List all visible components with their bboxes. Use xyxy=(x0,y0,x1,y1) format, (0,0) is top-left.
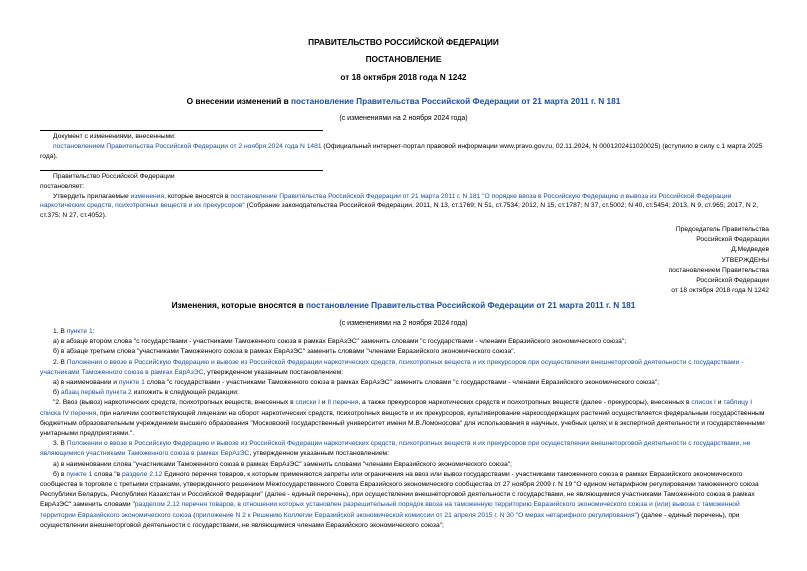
preamble-text xyxy=(40,192,770,221)
changes-title-prefix: Изменения, которые вносятся в xyxy=(171,300,307,310)
text: ( xyxy=(191,511,196,519)
government-name: ПРАВИТЕЛЬСТВО РОССИЙСКОЙ ФЕДЕРАЦИИ xyxy=(308,37,499,47)
revision-note: (с изменениями на 2 ноября 2024 года) xyxy=(339,115,468,122)
document-type: ПОСТАНОВЛЕНИЕ xyxy=(365,54,442,64)
amendments-intro: Документ с изменениями, внесенными: xyxy=(53,133,176,140)
amendment-details: (Официальный интернет-портал правовой информации www.pravo.gov.ru, 02.11.2024, N 0001202411020025) (вступило в силу с 1 марта 2025 года). xyxy=(40,142,763,160)
signature-line: Председатель Правительства xyxy=(675,226,769,233)
changes-link[interactable]: изменения xyxy=(130,192,165,200)
changes-title-link[interactable]: постановление Правительства Российской Федерации от 21 марта 2011 г. N 181 xyxy=(306,300,636,310)
item-2b xyxy=(40,388,770,398)
text: б) xyxy=(53,389,61,397)
text: и xyxy=(319,399,328,407)
approval-label: УТВЕРЖДЕНЫ xyxy=(721,256,769,264)
text: а) в наименовании и xyxy=(53,379,119,387)
item-3b-link[interactable]: пункте 1 xyxy=(66,470,93,478)
decree-link[interactable]: постановление Правительства Российской Федерации от 21 марта 2011 г. N 181 "О порядке ввоза в Российскую Федерацию и вывоза из Российской Федерации наркотических средств, психотропных веществ и их прекурсоров" xyxy=(40,192,732,210)
changes-body xyxy=(40,327,770,531)
text: : xyxy=(92,328,95,335)
text: , которые вносятся в xyxy=(164,192,231,200)
list-link[interactable]: таблицу I списка IV перечня xyxy=(40,399,753,417)
approval-line: от 18 октября 2018 года N 1242 xyxy=(671,287,769,295)
amendment-link[interactable]: постановлением Правительства Российской Федерации от 2 ноября 2024 года N 1481 xyxy=(53,142,322,150)
subject-prefix: О внесении изменений в xyxy=(186,96,292,106)
item-1b: б) в абзаце третьем слова "участниками Таможенного союза в рамках ЕврАзЭС" заменить словами "членами Евразийского экономического союза". xyxy=(53,348,516,356)
divider xyxy=(40,130,323,131)
signature-block xyxy=(669,225,769,296)
subject-link[interactable]: постановление Правительства Российской Федерации от 21 марта 2011 г. N 181 xyxy=(291,96,621,106)
document-date-number: от 18 октября 2018 года N 1242 xyxy=(340,72,467,82)
text: ) (далее - единый перечень), при осуществлении внешнеторговой деятельности с государствами, не являющимися членами Евразийского экономического союза"; xyxy=(40,511,740,529)
text: б) в xyxy=(53,470,67,478)
signature-name: Д.Медведев xyxy=(731,246,769,254)
item-3b xyxy=(40,470,770,531)
document-subject xyxy=(0,96,807,106)
item-2 xyxy=(40,358,770,378)
quoted-item-2 xyxy=(40,398,770,439)
text: 3. В xyxy=(53,440,67,448)
approval-line: Российской Федерации xyxy=(696,277,769,285)
item-1-link[interactable]: пункте 1 xyxy=(66,328,93,335)
item-2a xyxy=(40,378,770,388)
amendments-text xyxy=(40,142,770,162)
section-link[interactable]: разделом 2.12 перечня товаров, в отношении которых установлен разрешительный порядок ввоза на таможенную территорию Евразийского экономического союза и (или) вывоза с таможенной территории Евразийского экономического союза xyxy=(40,501,740,519)
text: , утвержденном указанным постановлением: xyxy=(249,450,389,458)
section-link[interactable]: разделе 2.12 xyxy=(122,470,163,478)
changes-revision-note: (с изменениями на 2 ноября 2024 года) xyxy=(339,320,468,327)
divider xyxy=(40,170,323,171)
preamble xyxy=(40,172,770,221)
text: слова "с государствами - участниками Таможенного союза в рамках ЕврАзЭС" заменить словами "с государствами - членами Евразийского экономического союза"; xyxy=(144,379,660,387)
item-3-link[interactable]: Положении о ввозе в Российскую Федерацию и вывозе из Российской Федерации наркотических средств, психотропных веществ и их прекурсоров при осуществлении внешнеторговой деятельности с государствами, не являющимися участниками Таможенного союза в рамках ЕврАзЭС xyxy=(40,440,751,458)
item-1 xyxy=(40,327,770,337)
list-link[interactable]: списки I xyxy=(295,399,320,407)
text: 1. В xyxy=(53,328,67,335)
text: , при наличии соответствующей лицензии на оборот наркотических средств, психотропных веществ и их прекурсоров, культивирование наркосодержащих растений осуществляется федеральным государственным бюджетным образовательным учреждением высшего образования "Московский государственный университет имени М.В.Ломоносова" для использования в научных, учебных целях и в экспертной деятельности и государственными унитарными предприятиями.". xyxy=(40,409,765,438)
list-link[interactable]: II перечня xyxy=(327,399,359,407)
item-2-link[interactable]: Положении о ввозе в Российскую Федерацию и вывозе из Российской Федерации наркотических средств, психотропных веществ и их прекурсоров при осуществлении внешнеторговой деятельности с государствами - участниками Таможенного союза в рамках ЕврАзЭС xyxy=(40,358,744,376)
appendix-link[interactable]: приложение N 2 к Решению Коллегии Евразийской экономической комиссии от 21 апреля 2015 г. N 30 "О мерах нетарифного регулирования" xyxy=(195,511,637,519)
text: "2. Ввоз (вывоз) наркотических средств, психотропных веществ, внесенных в xyxy=(53,399,296,407)
text: Утвердить прилагаемые xyxy=(53,192,131,200)
item-3a: а) в наименовании слова "участниками Таможенного союза в рамках ЕврАзЭС" заменить словами "членами Евразийского экономического союза"; xyxy=(53,460,512,468)
text: Единого перечня товаров, к которым применяются запреты или ограничения на ввоз или вывоз государствами - участниками таможенного союза в рамках Евразийского экономического сообщества в торговле с третьими странами, утвержденного решением Межгосударственного Совета Евразийского экономического сообщества от 27 ноября 2009 г. N 19 "О едином нетарифном регулировании таможенного союза Республики Беларусь, Республики Казахстан и Российской Федерации" (далее - единый перечень), при осуществлении внешнеторговой деятельности с государствами, не являющимися участниками Таможенного союза в рамках ЕврАзЭС" заменить словами " xyxy=(40,470,759,509)
item-3 xyxy=(40,439,770,459)
text: и xyxy=(715,399,724,407)
preamble-line1: Правительство Российской Федерации xyxy=(53,173,175,180)
text: 2. В xyxy=(53,358,67,366)
item-1a: а) в абзаце втором слова "с государствами - участниками Таможенного союза в рамках ЕврАзЭС" заменить словами "с государствами - членами Евразийского экономического союза"; xyxy=(53,338,627,346)
text: слова "в xyxy=(92,470,123,478)
item-2a-link[interactable]: пункте 1 xyxy=(118,379,145,387)
text: (Собрание законодательства Российской Федерации, 2011, N 13, ст.1769; N 51, ст.7534; 2012, N 15, ст.1787; N 37, ст.5002; N 40, ст.5454; 2013, N 9, ст.965; 2017, N 2, ст.375; N 27, ст.4052). xyxy=(40,202,759,220)
approval-line: постановлением Правительства xyxy=(668,266,769,274)
text: изложить в следующей редакции: xyxy=(131,389,239,397)
amendments-block xyxy=(40,132,770,161)
preamble-line2: постановляет: xyxy=(40,182,85,190)
signature-line: Российской Федерации xyxy=(696,236,769,244)
changes-title xyxy=(0,300,807,310)
list-link[interactable]: список I xyxy=(691,399,716,407)
text: , утвержденном указанным постановлением: xyxy=(203,368,344,376)
text: , а также прекурсоров наркотических средств и психотропных веществ (далее - прекурсоры), внесенных в xyxy=(358,399,692,407)
item-2b-link[interactable]: абзац первый пункта 2 xyxy=(60,389,132,397)
